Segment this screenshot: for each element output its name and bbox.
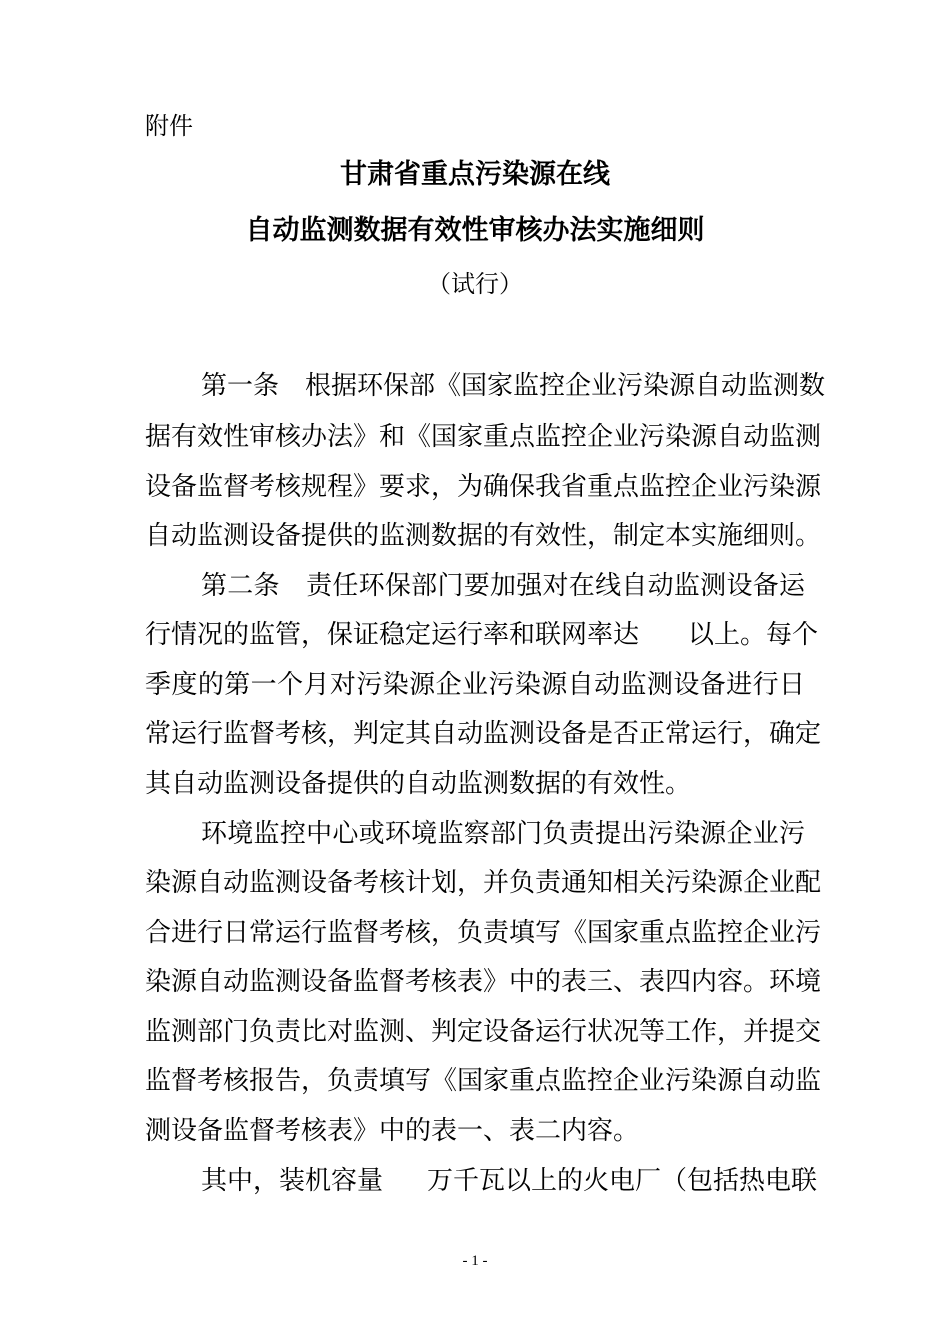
- paragraph-4-line-1-part-a: 其中，装机容量: [201, 1166, 384, 1196]
- article-1-line-4: 自动监测设备提供的监测数据的有效性，制定本实施细则。: [145, 521, 822, 551]
- paragraph-3-line-3: 合进行日常运行监督考核，负责填写《国家重点监控企业污: [145, 918, 822, 948]
- paragraph-3-line-2: 染源自动监测设备考核计划，并负责通知相关污染源企业配: [145, 868, 822, 898]
- article-2-line-2: [145, 615, 819, 655]
- article-2-line-5: 其自动监测设备提供的自动监测数据的有效性。: [145, 769, 692, 799]
- page-number: - 1 -: [462, 1253, 488, 1269]
- paragraph-4-line-1-part-b: 万千瓦以上的火电厂（包括热电联: [427, 1166, 818, 1196]
- article-2-line-3: 季度的第一个月对污染源企业污染源自动监测设备进行日: [145, 670, 805, 700]
- attachment-label: 附件: [145, 112, 193, 140]
- paragraph-3-line-5: 监测部门负责比对监测、判定设备运行状况等工作，并提交: [145, 1017, 822, 1047]
- paragraph-3-line-4: 染源自动监测设备监督考核表》中的表三、表四内容。环境: [145, 967, 822, 997]
- paragraph-3-line-7: 测设备监督考核表》中的表一、表二内容。: [145, 1116, 640, 1146]
- paragraph-4-line-1: [201, 1161, 818, 1201]
- article-2-line-4: 常运行监督考核，判定其自动监测设备是否正常运行，确定: [145, 719, 822, 749]
- document-title-line-1: 甘肃省重点污染源在线: [340, 159, 610, 190]
- article-1-line-3: 设备监督考核规程》要求，为确保我省重点监控企业污染源: [145, 472, 822, 502]
- article-1-line-1: 第一条 根据环保部《国家监控企业污染源自动监测数: [201, 371, 826, 401]
- article-2-line-1: 第二条 责任环保部门要加强对在线自动监测设备运: [201, 571, 805, 601]
- article-2-line-2-part-b: 以上。每个: [688, 620, 819, 650]
- article-1-line-2: 据有效性审核办法》和《国家重点监控企业污染源自动监测: [145, 422, 822, 452]
- document-title-line-2: 自动监测数据有效性审核办法实施细则: [245, 215, 705, 246]
- paragraph-3-line-6: 监督考核报告，负责填写《国家重点监控企业污染源自动监: [145, 1066, 822, 1096]
- document-subtitle: （试行）: [427, 270, 523, 298]
- paragraph-3-line-1: 环境监控中心或环境监察部门负责提出污染源企业污: [201, 819, 805, 849]
- article-2-line-2-part-a: 行情况的监管，保证稳定运行率和联网率达: [145, 620, 640, 650]
